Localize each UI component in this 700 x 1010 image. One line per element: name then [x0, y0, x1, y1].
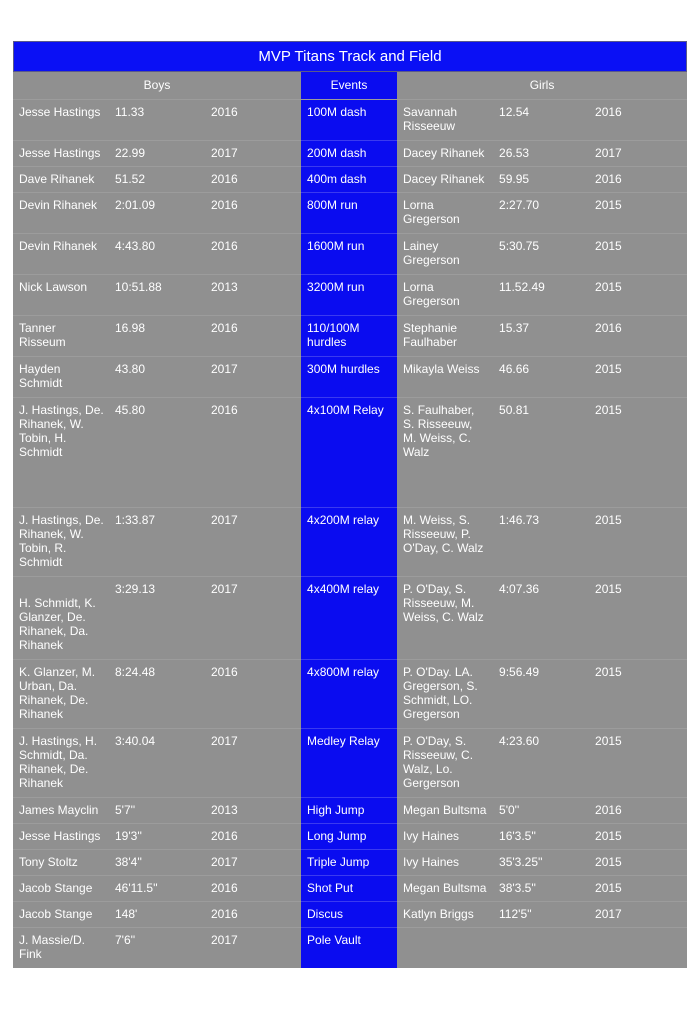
girls-mark: 2:27.70 — [493, 192, 589, 233]
girls-name: Lorna Gregerson — [397, 192, 493, 233]
event-name: 4x100M Relay — [301, 397, 397, 507]
boys-mark: 10:51.88 — [109, 274, 205, 315]
records-table — [13, 72, 687, 968]
table-row — [13, 315, 687, 356]
boys-year: 2016 — [205, 233, 301, 274]
girls-name: Ivy Haines — [397, 823, 493, 849]
boys-name: J. Massie/D. Fink — [13, 927, 109, 968]
boys-mark: 22.99 — [109, 140, 205, 166]
event-name: 100M dash — [301, 99, 397, 140]
boys-year: 2016 — [205, 315, 301, 356]
event-name: 400m dash — [301, 166, 397, 192]
boys-mark: 148' — [109, 901, 205, 927]
page-title: MVP Titans Track and Field — [13, 41, 687, 72]
boys-name: Jesse Hastings — [13, 823, 109, 849]
table-row — [13, 233, 687, 274]
event-name: Shot Put — [301, 875, 397, 901]
girls-year: 2015 — [589, 849, 687, 875]
girls-mark: 12.54 — [493, 99, 589, 140]
girls-mark: 26.53 — [493, 140, 589, 166]
boys-year: 2017 — [205, 927, 301, 968]
girls-year: 2016 — [589, 166, 687, 192]
event-name: 800M run — [301, 192, 397, 233]
girls-year — [589, 927, 687, 968]
girls-year: 2015 — [589, 192, 687, 233]
boys-mark: 43.80 — [109, 356, 205, 397]
boys-mark: 16.98 — [109, 315, 205, 356]
boys-year: 2017 — [205, 576, 301, 659]
boys-year: 2017 — [205, 507, 301, 576]
boys-name: James Mayclin — [13, 797, 109, 823]
table-row — [13, 901, 687, 927]
boys-year: 2016 — [205, 659, 301, 728]
girls-year: 2015 — [589, 875, 687, 901]
boys-name: J. Hastings, H. Schmidt, Da. Rihanek, De. Rihanek — [13, 728, 109, 797]
girls-year: 2016 — [589, 797, 687, 823]
boys-mark: 1:33.87 — [109, 507, 205, 576]
event-name: 300M hurdles — [301, 356, 397, 397]
event-name: 1600M run — [301, 233, 397, 274]
event-name: High Jump — [301, 797, 397, 823]
event-name: 3200M run — [301, 274, 397, 315]
boys-name: H. Schmidt, K. Glanzer, De. Rihanek, Da. Rihanek — [13, 576, 109, 659]
boys-year: 2016 — [205, 192, 301, 233]
boys-name: Jacob Stange — [13, 901, 109, 927]
boys-name: J. Hastings, De. Rihanek, W. Tobin, H. Schmidt — [13, 397, 109, 507]
girls-mark: 112'5'' — [493, 901, 589, 927]
girls-mark: 5:30.75 — [493, 233, 589, 274]
boys-name: Jesse Hastings — [13, 99, 109, 140]
boys-name: Dave Rihanek — [13, 166, 109, 192]
boys-year: 2016 — [205, 901, 301, 927]
girls-mark: 11.52.49 — [493, 274, 589, 315]
girls-year: 2016 — [589, 315, 687, 356]
girls-name: Ivy Haines — [397, 849, 493, 875]
table-row — [13, 875, 687, 901]
girls-year: 2017 — [589, 140, 687, 166]
boys-mark: 3:29.13 — [109, 576, 205, 659]
boys-year: 2016 — [205, 823, 301, 849]
header-row — [13, 72, 687, 99]
event-name: 110/100M hurdles — [301, 315, 397, 356]
boys-name: Devin Rihanek — [13, 233, 109, 274]
boys-mark: 45.80 — [109, 397, 205, 507]
boys-name: Jacob Stange — [13, 875, 109, 901]
boys-name: Hayden Schmidt — [13, 356, 109, 397]
table-row — [13, 927, 687, 968]
boys-year: 2013 — [205, 274, 301, 315]
boys-mark: 11.33 — [109, 99, 205, 140]
girls-year: 2015 — [589, 507, 687, 576]
girls-mark: 5'0'' — [493, 797, 589, 823]
boys-name: J. Hastings, De. Rihanek, W. Tobin, R. Schmidt — [13, 507, 109, 576]
boys-year: 2016 — [205, 166, 301, 192]
girls-header: Girls — [397, 72, 687, 99]
event-name: 4x800M relay — [301, 659, 397, 728]
boys-year: 2016 — [205, 397, 301, 507]
table-row — [13, 99, 687, 140]
girls-year: 2015 — [589, 356, 687, 397]
girls-name: P. O'Day, S. Risseeuw, C. Walz, Lo. Gergerson — [397, 728, 493, 797]
event-name: Triple Jump — [301, 849, 397, 875]
girls-name: Mikayla Weiss — [397, 356, 493, 397]
boys-name: Nick Lawson — [13, 274, 109, 315]
girls-name: Megan Bultsma — [397, 797, 493, 823]
girls-name: Savannah Risseeuw — [397, 99, 493, 140]
girls-mark: 15.37 — [493, 315, 589, 356]
girls-mark: 46.66 — [493, 356, 589, 397]
event-name: 200M dash — [301, 140, 397, 166]
boys-name: Devin Rihanek — [13, 192, 109, 233]
girls-year: 2015 — [589, 233, 687, 274]
table-row — [13, 576, 687, 659]
boys-mark: 7'6'' — [109, 927, 205, 968]
girls-mark: 16'3.5'' — [493, 823, 589, 849]
girls-year: 2015 — [589, 576, 687, 659]
boys-mark: 19'3'' — [109, 823, 205, 849]
girls-year: 2015 — [589, 728, 687, 797]
girls-year: 2015 — [589, 397, 687, 507]
boys-year: 2017 — [205, 140, 301, 166]
events-header: Events — [301, 72, 397, 99]
girls-mark: 50.81 — [493, 397, 589, 507]
girls-name: Katlyn Briggs — [397, 901, 493, 927]
boys-header: Boys — [13, 72, 301, 99]
girls-name: M. Weiss, S. Risseeuw, P. O'Day, C. Walz — [397, 507, 493, 576]
boys-year: 2017 — [205, 356, 301, 397]
table-row — [13, 823, 687, 849]
girls-name — [397, 927, 493, 968]
boys-year: 2013 — [205, 797, 301, 823]
girls-name: Dacey Rihanek — [397, 166, 493, 192]
boys-mark: 38'4'' — [109, 849, 205, 875]
table-row — [13, 659, 687, 728]
girls-mark: 9:56.49 — [493, 659, 589, 728]
girls-year: 2015 — [589, 274, 687, 315]
girls-name: Stephanie Faulhaber — [397, 315, 493, 356]
table-row — [13, 166, 687, 192]
boys-mark: 3:40.04 — [109, 728, 205, 797]
boys-year: 2017 — [205, 849, 301, 875]
girls-name: Dacey Rihanek — [397, 140, 493, 166]
table-row — [13, 797, 687, 823]
boys-mark: 51.52 — [109, 166, 205, 192]
boys-mark: 46'11.5'' — [109, 875, 205, 901]
table-row — [13, 728, 687, 797]
girls-year: 2016 — [589, 99, 687, 140]
records-sheet — [13, 41, 687, 968]
table-row — [13, 192, 687, 233]
event-name: Discus — [301, 901, 397, 927]
boys-mark: 8:24.48 — [109, 659, 205, 728]
girls-name: P. O'Day. LA. Gregerson, S. Schmidt, LO. Gregerson — [397, 659, 493, 728]
girls-year: 2017 — [589, 901, 687, 927]
event-name: 4x400M relay — [301, 576, 397, 659]
girls-mark: 38'3.5'' — [493, 875, 589, 901]
girls-mark: 4:07.36 — [493, 576, 589, 659]
boys-name: Tanner Risseum — [13, 315, 109, 356]
boys-name: Tony Stoltz — [13, 849, 109, 875]
table-row — [13, 356, 687, 397]
table-row — [13, 397, 687, 507]
event-name: Long Jump — [301, 823, 397, 849]
girls-mark: 35'3.25'' — [493, 849, 589, 875]
girls-name: Lainey Gregerson — [397, 233, 493, 274]
table-row — [13, 140, 687, 166]
event-name: Pole Vault — [301, 927, 397, 968]
girls-name: Lorna Gregerson — [397, 274, 493, 315]
boys-year: 2016 — [205, 875, 301, 901]
boys-mark: 4:43.80 — [109, 233, 205, 274]
girls-name: P. O'Day, S. Risseeuw, M. Weiss, C. Walz — [397, 576, 493, 659]
boys-year: 2017 — [205, 728, 301, 797]
table-row — [13, 849, 687, 875]
girls-mark: 4:23.60 — [493, 728, 589, 797]
boys-year: 2016 — [205, 99, 301, 140]
girls-name: S. Faulhaber, S. Risseeuw, M. Weiss, C. Walz — [397, 397, 493, 507]
girls-mark: 59.95 — [493, 166, 589, 192]
girls-mark: 1:46.73 — [493, 507, 589, 576]
girls-year: 2015 — [589, 659, 687, 728]
girls-year: 2015 — [589, 823, 687, 849]
boys-name: Jesse Hastings — [13, 140, 109, 166]
table-row — [13, 274, 687, 315]
boys-mark: 2:01.09 — [109, 192, 205, 233]
girls-mark — [493, 927, 589, 968]
girls-name: Megan Bultsma — [397, 875, 493, 901]
table-row — [13, 507, 687, 576]
event-name: 4x200M relay — [301, 507, 397, 576]
boys-name: K. Glanzer, M. Urban, Da. Rihanek, De. Rihanek — [13, 659, 109, 728]
boys-mark: 5'7'' — [109, 797, 205, 823]
event-name: Medley Relay — [301, 728, 397, 797]
